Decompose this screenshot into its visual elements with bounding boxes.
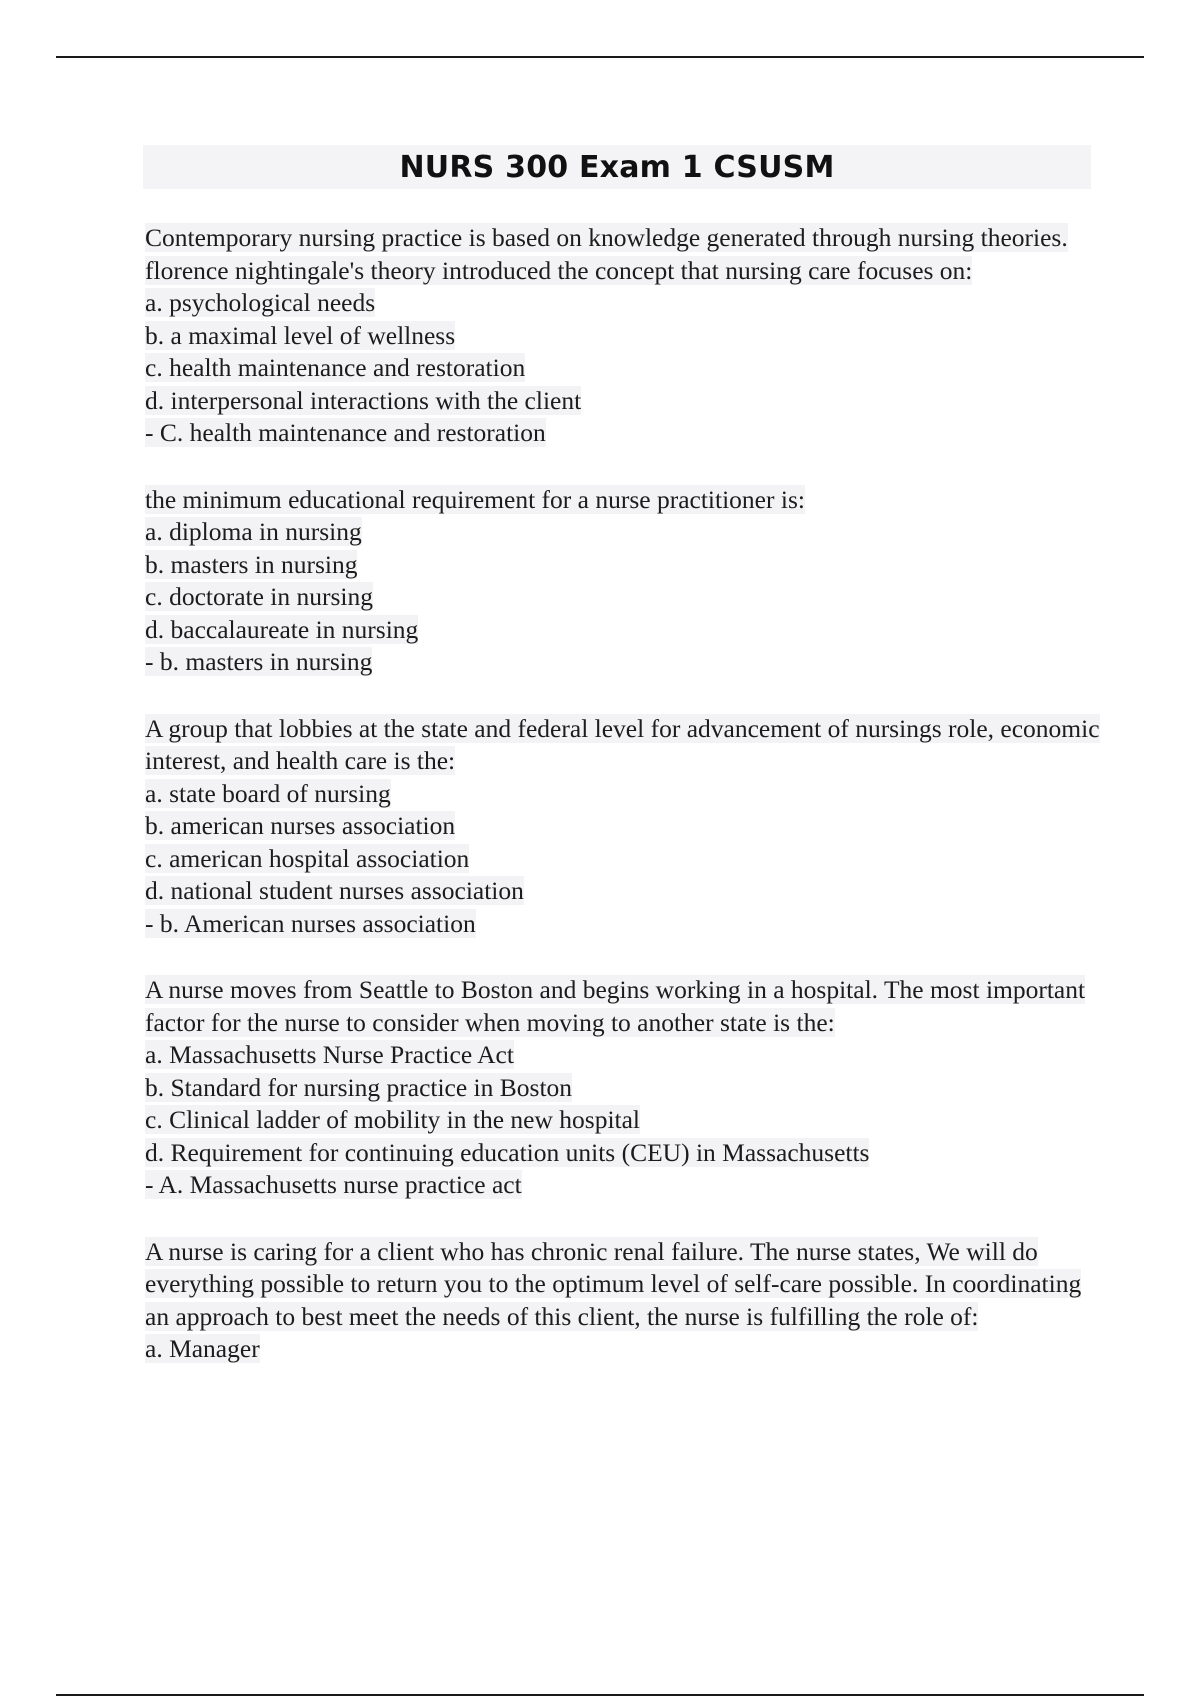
- answer-option: d. interpersonal interactions with the client: [145, 385, 582, 415]
- question-3: [145, 713, 1105, 941]
- answer-option: b. masters in nursing: [145, 549, 358, 579]
- title-band: [143, 145, 1091, 189]
- correct-answer: - b. masters in nursing: [145, 647, 373, 676]
- question-stem: Contemporary nursing practice is based on knowledge generated through nursing theories.: [145, 223, 1068, 252]
- answer-option: b. a maximal level of wellness: [145, 320, 456, 350]
- correct-answer: - A. Massachusetts nurse practice act: [145, 1170, 522, 1199]
- answer-option: d. Requirement for continuing education units (CEU) in Massachusetts: [145, 1137, 870, 1167]
- correct-answer: - b. American nurses association: [145, 908, 476, 938]
- question-stem: the minimum educational requirement for a nurse practitioner is:: [145, 484, 805, 514]
- answer-option: b. Standard for nursing practice in Boston: [145, 1072, 573, 1102]
- answer-option: c. american hospital association: [145, 843, 470, 873]
- answer-option: d. baccalaureate in nursing: [145, 614, 419, 644]
- answer-option: c. Clinical ladder of mobility in the new hospital: [145, 1105, 641, 1134]
- question-stem: A nurse moves from Seattle to Boston and begins working in a hospital. The most important factor for the nurse to consider when moving to another state is the:: [145, 975, 1086, 1037]
- answer-option: c. doctorate in nursing: [145, 582, 374, 611]
- question-4: [145, 974, 1105, 1202]
- answer-option: a. Manager: [145, 1334, 260, 1363]
- answer-option: d. national student nurses association: [145, 876, 524, 905]
- question-stem: A nurse is caring for a client who has chronic renal failure. The nurse states, We will do everything possible to return you to the optimum level of self-care possible. In coordinating an approach to best meet the needs of this client, the nurse is fulfilling the role of:: [145, 1236, 1082, 1331]
- question-5: [145, 1236, 1105, 1366]
- answer-option: a. psychological needs: [145, 288, 376, 317]
- top-rule: [56, 56, 1144, 58]
- question-1: [145, 222, 1105, 450]
- question-list: [145, 222, 1105, 1400]
- answer-option: a. state board of nursing: [145, 778, 391, 808]
- question-stem: florence nightingale's theory introduced the concept that nursing care focuses on:: [145, 255, 973, 285]
- bottom-rule: [56, 1694, 1144, 1696]
- answer-option: b. american nurses association: [145, 811, 456, 840]
- answer-option: a. diploma in nursing: [145, 517, 362, 546]
- correct-answer: - C. health maintenance and restoration: [145, 418, 546, 447]
- document-title: NURS 300 Exam 1 CSUSM: [399, 149, 835, 185]
- question-2: [145, 484, 1105, 679]
- answer-option: a. Massachusetts Nurse Practice Act: [145, 1040, 514, 1069]
- question-stem: A group that lobbies at the state and federal level for advancement of nursings role, economic interest, and health care is the:: [145, 713, 1100, 775]
- answer-option: c. health maintenance and restoration: [145, 353, 526, 382]
